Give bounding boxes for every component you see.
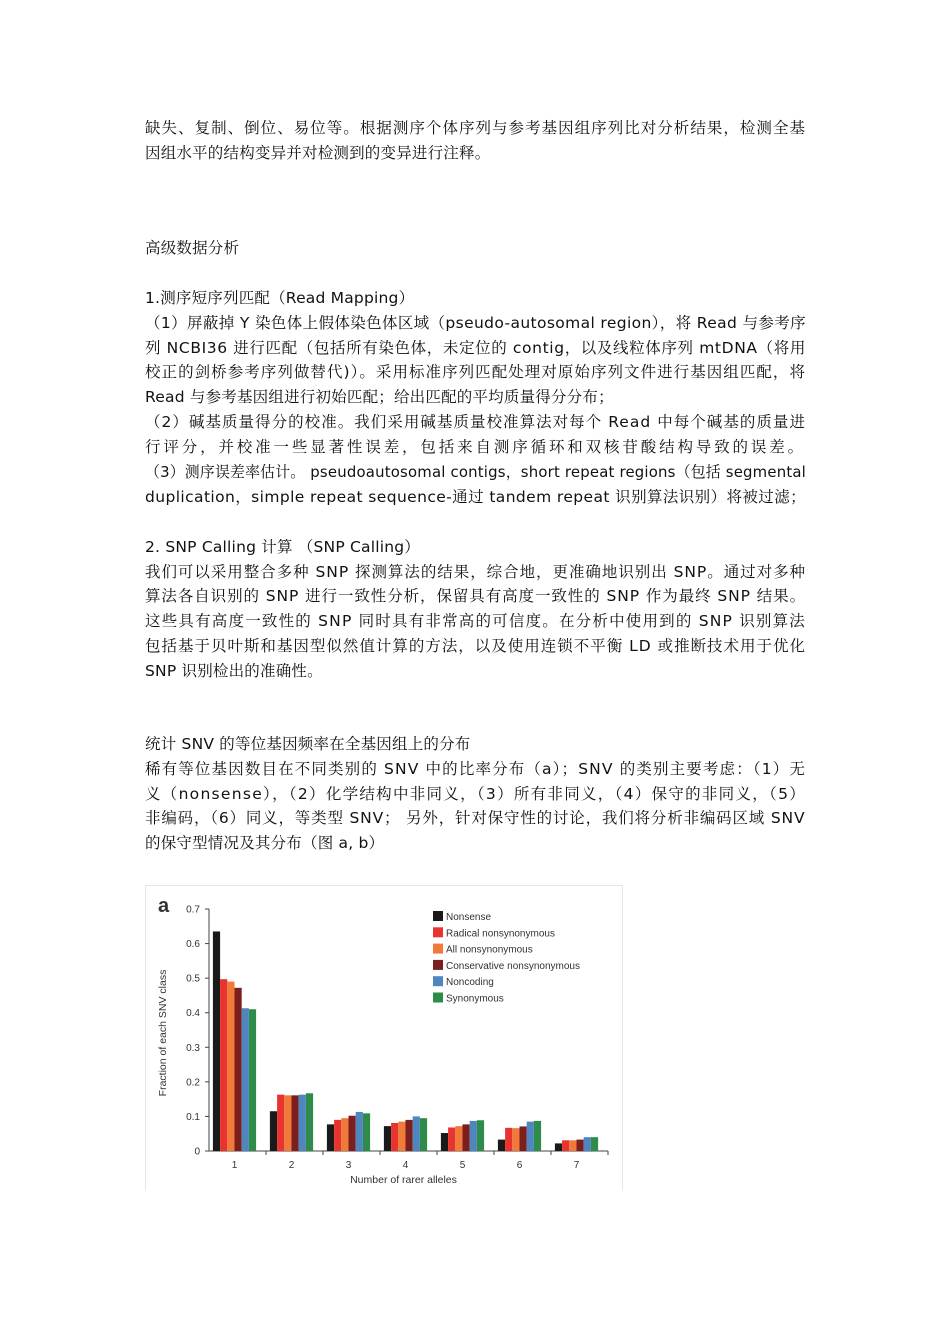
bar-noncoding <box>527 1122 534 1151</box>
paragraph-line: 校正的剑桥参考序列做替代)）。采用标准序列匹配处理对原始序列文件进行基因组匹配，将 <box>145 363 806 381</box>
paragraph-line: SNP 识别检出的准确性。 <box>145 662 323 680</box>
bar-conservative-nonsynonymous <box>463 1124 470 1151</box>
bar-noncoding <box>470 1121 477 1151</box>
bar-radical-nonsynonymous <box>334 1120 341 1151</box>
bar-synonymous <box>591 1137 598 1151</box>
bar-radical-nonsynonymous <box>562 1140 569 1151</box>
paragraph-line: Read 与参考基因组进行初始匹配；给出匹配的平均质量得分分布； <box>145 388 614 406</box>
x-tick-label: 1 <box>231 1160 238 1171</box>
bar-noncoding <box>242 1008 249 1151</box>
bar-synonymous <box>306 1093 313 1151</box>
x-tick-label: 2 <box>288 1160 295 1171</box>
paragraph-line: 稀有等位基因数目在不同类别的 SNV 中的比率分布（a）；SNV 的类别主要考虑：（1）无 <box>145 760 806 778</box>
y-tick-label: 0 <box>194 1146 200 1158</box>
bar-nonsense <box>555 1143 562 1151</box>
bar-noncoding <box>413 1116 420 1151</box>
y-tick-label: 0.7 <box>186 904 200 916</box>
section-heading: 统计 SNV 的等位基因频率在全基因组上的分布 <box>145 735 471 753</box>
bar-conservative-nonsynonymous <box>235 988 242 1151</box>
bar-conservative-nonsynonymous <box>577 1140 584 1151</box>
bar-all-nonsynonymous <box>569 1140 576 1151</box>
y-tick-label: 0.4 <box>186 1008 200 1020</box>
bar-radical-nonsynonymous <box>391 1123 398 1151</box>
figure-snv-allele-distribution <box>145 885 623 1191</box>
x-tick-label: 5 <box>459 1160 466 1171</box>
legend-label: All nonsynonymous <box>446 944 533 956</box>
bar-nonsense <box>213 931 220 1151</box>
x-tick-label: 3 <box>345 1160 352 1171</box>
section-heading: 高级数据分析 <box>145 239 240 257</box>
bar-nonsense <box>384 1126 391 1151</box>
paragraph-line: （1）屏蔽掉 Y 染色体上假体染色体区域（pseudo-autosomal region），将 Read 与参考序 <box>145 314 806 332</box>
x-tick-label: 6 <box>516 1160 523 1171</box>
legend-label: Nonsense <box>446 912 492 923</box>
bar-chart <box>146 886 622 1191</box>
bar-nonsense <box>498 1140 505 1151</box>
bar-nonsense <box>270 1111 277 1151</box>
panel-label: a <box>158 895 170 917</box>
bar-synonymous <box>363 1113 370 1151</box>
x-tick-label: 7 <box>573 1160 580 1171</box>
y-tick-label: 0.5 <box>186 973 200 985</box>
bar-noncoding <box>299 1095 306 1151</box>
paragraph-line: 这些具有高度一致性的 SNP 同时具有非常高的可信度。在分析中使用到的 SNP 识别算法 <box>145 612 806 630</box>
y-tick-label: 0.6 <box>186 939 200 951</box>
legend-swatch <box>433 993 443 1003</box>
legend-label: Synonymous <box>446 993 504 1005</box>
legend-label: Conservative nonsynonymous <box>446 960 580 972</box>
bar-synonymous <box>249 1009 256 1151</box>
bar-nonsense <box>441 1133 448 1151</box>
paragraph-line: 因组水平的结构变异并对检测到的变异进行注释。 <box>145 144 491 162</box>
y-tick-label: 0.2 <box>186 1077 200 1089</box>
x-axis-label: Number of rarer alleles <box>350 1174 457 1186</box>
bar-conservative-nonsynonymous <box>349 1116 356 1151</box>
paragraph-line: （3）测序误差率估计。 pseudoautosomal contigs，short repeat regions（包括 segmental <box>145 463 806 481</box>
bar-all-nonsynonymous <box>398 1122 405 1151</box>
legend-swatch <box>433 976 443 986</box>
bar-radical-nonsynonymous <box>448 1127 455 1151</box>
paragraph-line: 的保守型情况及其分布（图 a, b） <box>145 834 385 852</box>
bar-all-nonsynonymous <box>455 1126 462 1151</box>
bar-radical-nonsynonymous <box>277 1095 284 1151</box>
paragraph-line: 算法各自识别的 SNP 进行一致性分析，保留具有高度一致性的 SNP 作为最终 SNP 结果。 <box>145 587 806 605</box>
legend-label: Radical nonsynonymous <box>446 928 555 940</box>
legend-swatch <box>433 960 443 970</box>
legend-label: Noncoding <box>446 977 494 989</box>
bar-nonsense <box>327 1124 334 1151</box>
bar-all-nonsynonymous <box>341 1118 348 1151</box>
paragraph-line: 非编码，（6）同义，等类型 SNV； 另外，针对保守性的讨论，我们将分析非编码区域 SNV <box>145 809 806 827</box>
x-tick-label: 4 <box>402 1160 409 1171</box>
paragraph-line: 缺失、复制、倒位、易位等。根据测序个体序列与参考基因组序列比对分析结果，检测全基 <box>145 119 806 137</box>
paragraph-line: 行评分，并校准一些显著性误差，包括来自测序循环和双核苷酸结构导致的误差。 <box>145 438 806 456</box>
bar-noncoding <box>584 1137 591 1151</box>
legend-swatch <box>433 944 443 954</box>
paragraph-line: 义（nonsense），（2）化学结构中非同义，（3）所有非同义，（4）保守的非同义，（5） <box>145 785 806 803</box>
y-tick-label: 0.3 <box>186 1042 200 1054</box>
bar-radical-nonsynonymous <box>220 979 227 1151</box>
bar-all-nonsynonymous <box>227 982 234 1151</box>
bar-conservative-nonsynonymous <box>292 1095 299 1151</box>
paragraph-line: （2）碱基质量得分的校准。我们采用碱基质量校准算法对每个 Read 中每个碱基的质量进 <box>145 413 806 431</box>
y-axis-label: Fraction of each SNV class <box>157 969 169 1097</box>
legend-swatch <box>433 911 443 921</box>
paragraph-line: 我们可以采用整合多种 SNP 探测算法的结果，综合地，更准确地识别出 SNP。通过对多种 <box>145 563 806 581</box>
section-heading: 2. SNP Calling 计算 （SNP Calling） <box>145 538 420 556</box>
bar-radical-nonsynonymous <box>505 1128 512 1151</box>
bar-all-nonsynonymous <box>284 1095 291 1151</box>
paragraph-line: 包括基于贝叶斯和基因型似然值计算的方法，以及使用连锁不平衡 LD 或推断技术用于优化 <box>145 637 806 655</box>
y-tick-label: 0.1 <box>186 1111 200 1123</box>
paragraph-line: 列 NCBI36 进行匹配（包括所有染色体，未定位的 contig，以及线粒体序列 mtDNA（将用 <box>145 339 806 357</box>
bar-conservative-nonsynonymous <box>520 1126 527 1151</box>
bar-synonymous <box>534 1121 541 1151</box>
legend-swatch <box>433 927 443 937</box>
bar-noncoding <box>356 1112 363 1151</box>
paragraph-line: duplication，simple repeat sequence-通过 tandem repeat 识别算法识别）将被过滤； <box>145 488 806 506</box>
bar-all-nonsynonymous <box>512 1128 519 1151</box>
bar-synonymous <box>477 1120 484 1151</box>
bar-conservative-nonsynonymous <box>406 1120 413 1151</box>
section-heading: 1.测序短序列匹配（Read Mapping） <box>145 289 415 307</box>
bar-synonymous <box>420 1118 427 1151</box>
